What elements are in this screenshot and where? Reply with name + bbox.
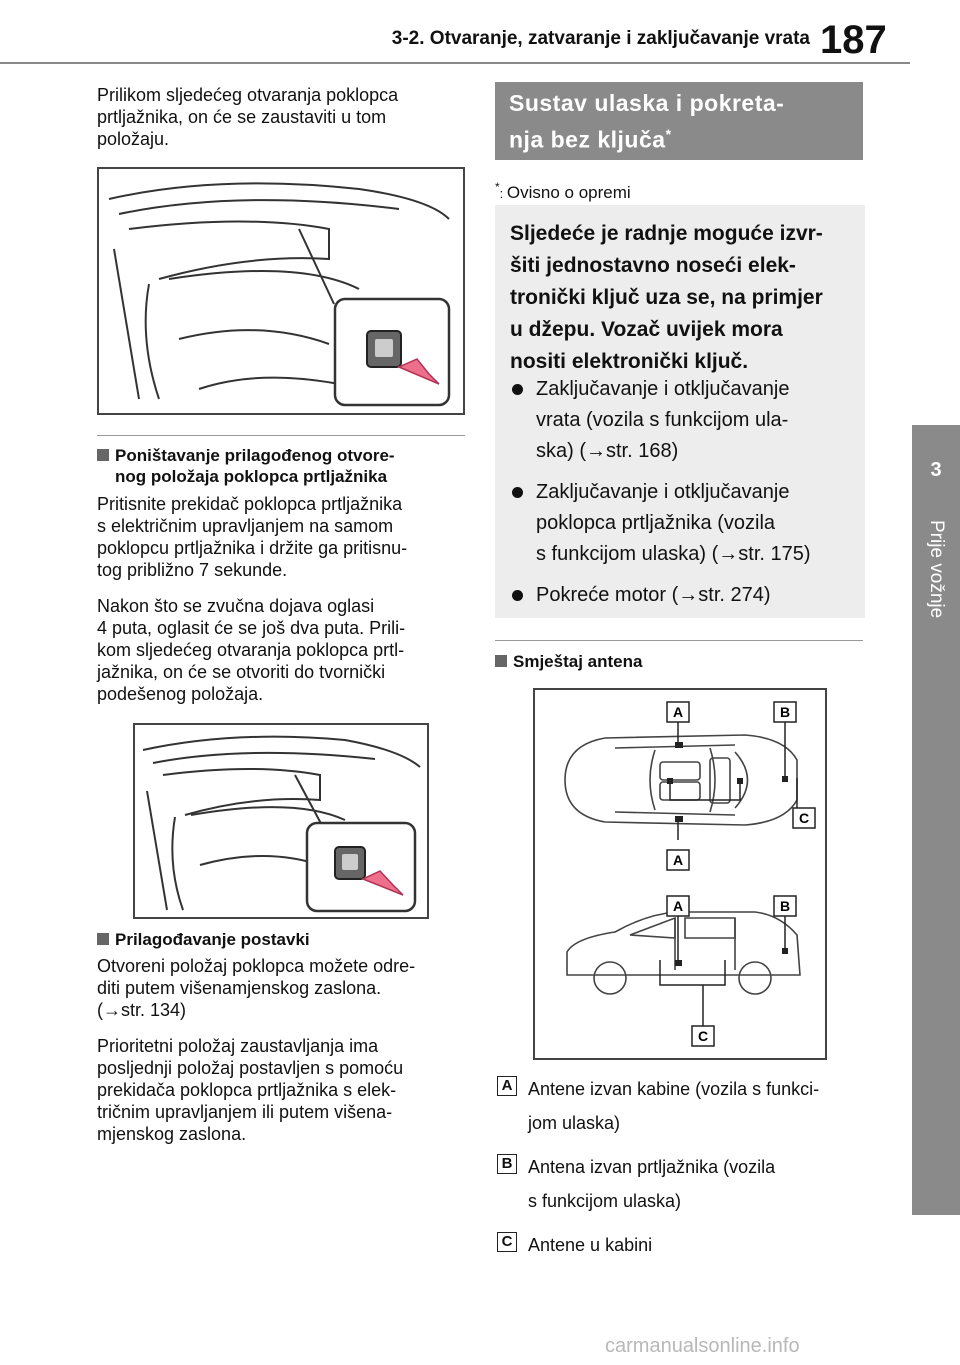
- diagram-label: B: [779, 704, 791, 720]
- bullet-door-lock: Zaključavanje i otključavanje vrata (vozila s funkcijom ula- ska) (→str. 168): [512, 374, 862, 469]
- diagram-label: C: [697, 1028, 709, 1044]
- watermark: carmanualsonline.info: [605, 1335, 800, 1357]
- subheading-antenna-location: Smještaj antena: [495, 651, 865, 672]
- section-rule: [97, 435, 465, 436]
- chapter-tab-number[interactable]: 3: [912, 425, 960, 515]
- section-rule: [495, 640, 863, 641]
- bullet-engine-start: Pokreće motor (→str. 274): [512, 580, 862, 612]
- legend-text-c: Antene u kabini: [528, 1235, 653, 1255]
- legend-text-a: Antene izvan kabine (vozila s funkci- jom ulaska): [528, 1079, 820, 1133]
- feature-box-intro: Sljedeće je radnje moguće izvr- šiti jednostavno noseći elek- tronički ključ uza se, na primjer u džepu. Vozač uvijek mora nositi elektronički ključ.: [510, 222, 823, 373]
- tailgate-illustration-2: [133, 723, 429, 919]
- subheading-reset-position: Poništavanje prilagođenog otvore- nog položaja poklopca prtljažnika: [97, 445, 467, 487]
- reset-instructions: Pritisnite prekidač poklopca prtljažnika s električnim upravljanjem na samom poklopcu prtljažnika i držite ga pritisnu- tog približno 7 sekunde.: [97, 494, 408, 580]
- antenna-diagram: [533, 688, 827, 1060]
- diagram-label: A: [672, 852, 684, 868]
- legend-text-b: Antena izvan prtljažnika (vozila s funkcijom ulaska): [528, 1157, 776, 1211]
- chapter-tab-label: Prije vožnje: [926, 520, 947, 619]
- settings-paragraph: Otvoreni položaj poklopca možete odre- diti putem višenamjenskog zaslona. (→str. 134): [97, 956, 416, 1020]
- legend-key-b: B: [497, 1154, 517, 1174]
- bullet-dot: [512, 384, 523, 395]
- chapter-title: 3-2. Otvaranje, zatvaranje i zaključavanje vrata: [391, 28, 810, 49]
- legend-key-c: C: [497, 1232, 517, 1252]
- reset-result: Nakon što se zvučna dojava oglasi 4 puta, oglasit će se još dva puta. Prili- kom sljedećeg otvaranja poklopca prtl- jažnika, on će se otvoriti do tvornički podešenog položaja.: [97, 596, 406, 704]
- priority-paragraph: Prioritetni položaj zaustavljanja ima posljednji položaj postavljen s pomoću prekidača poklopca prtljažnika s elek- tričnim upravljanjem ili putem višena- mjenskog zaslona.: [97, 1036, 404, 1144]
- bullet-dot: [512, 487, 523, 498]
- subheading-settings: Prilagođavanje postavki: [97, 929, 467, 950]
- header-rule: [0, 62, 910, 64]
- section-heading-smart-entry: Sustav ulaska i pokreta- nja bez ključa*: [495, 82, 863, 160]
- legend-key-a: A: [497, 1076, 517, 1096]
- bullet-dot: [512, 590, 523, 601]
- tailgate-illustration-1: [97, 167, 465, 415]
- diagram-label: A: [672, 704, 684, 720]
- page-number: 187: [820, 18, 887, 62]
- diagram-label: B: [779, 898, 791, 914]
- intro-paragraph: Prilikom sljedećeg otvaranja poklopca prtljažnika, on će se zaustaviti u tom položaju.: [97, 85, 399, 149]
- diagram-label: A: [672, 898, 684, 914]
- bullet-tailgate-lock: Zaključavanje i otključavanje poklopca prtljažnika (vozila s funkcijom ulaska) (→str. 175): [512, 477, 862, 572]
- diagram-label: C: [798, 810, 810, 826]
- footnote: *: Ovisno o opremi: [495, 180, 631, 202]
